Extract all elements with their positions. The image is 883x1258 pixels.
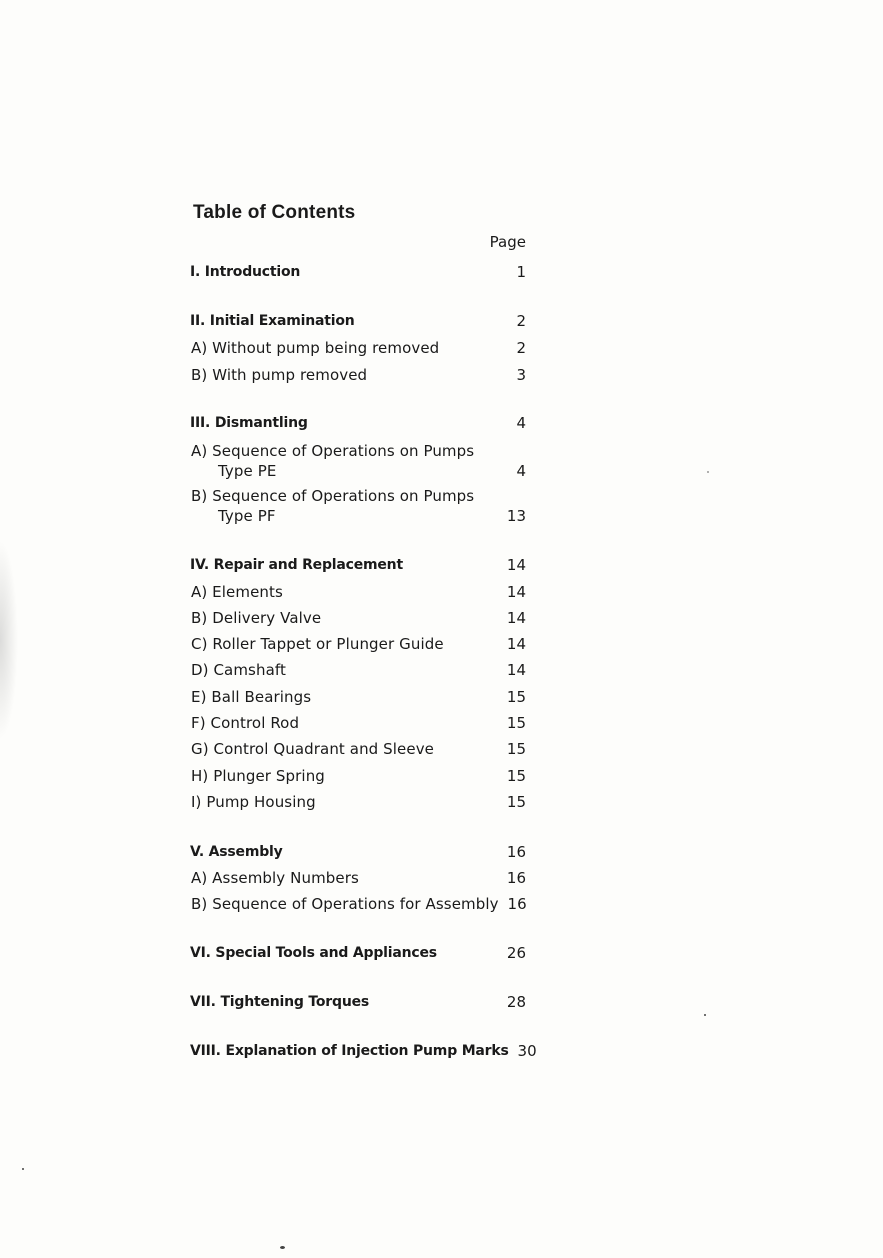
toc-page-number: 4 — [516, 462, 526, 480]
toc-section — [190, 262, 526, 282]
toc-label: B) Sequence of Operations for Assembly — [191, 895, 499, 913]
toc-section — [190, 555, 526, 575]
toc-label-line1: B) Sequence of Operations on Pumps — [191, 487, 475, 505]
toc-label: A) Without pump being removed — [191, 339, 440, 357]
scan-speck — [704, 1014, 706, 1016]
toc-label: A) Elements — [191, 583, 283, 601]
toc-entry — [190, 868, 526, 888]
toc-page-number: 14 — [506, 661, 526, 679]
toc-label: B) Delivery Valve — [191, 609, 322, 627]
toc-label: B) With pump removed — [191, 366, 368, 384]
toc-section — [190, 311, 526, 331]
page-title: Table of Contents — [193, 202, 356, 223]
toc-section — [190, 943, 526, 963]
toc-label: VII. Tightening Torques — [190, 994, 370, 1010]
toc-page-number: 16 — [506, 843, 526, 861]
scan-speck — [22, 1168, 24, 1170]
toc-section — [190, 1041, 537, 1061]
toc-label: III. Dismantling — [190, 415, 308, 431]
toc-page-number: 14 — [506, 583, 526, 601]
toc-page-number: 30 — [517, 1042, 537, 1060]
toc-page-number: 13 — [506, 507, 526, 525]
toc-page-number: 14 — [506, 635, 526, 653]
toc-entry — [190, 739, 526, 759]
toc-label: V. Assembly — [190, 844, 283, 860]
toc-entry — [190, 713, 526, 733]
toc-page-number: 26 — [506, 944, 526, 962]
toc-label-line1: A) Sequence of Operations on Pumps — [191, 442, 475, 460]
toc-label: D) Camshaft — [191, 661, 286, 679]
toc-page-number: 15 — [506, 740, 526, 758]
toc-page-number: 15 — [506, 714, 526, 732]
toc-page-number: 16 — [506, 869, 526, 887]
page-column-header: Page — [489, 233, 526, 251]
toc-section — [190, 413, 526, 433]
toc-page-number: 28 — [506, 993, 526, 1011]
toc-label: VI. Special Tools and Appliances — [190, 945, 437, 961]
toc-entry — [190, 634, 526, 654]
toc-label: E) Ball Bearings — [191, 688, 312, 706]
toc-label: A) Assembly Numbers — [191, 869, 359, 887]
toc-label-line2: Type PF — [218, 507, 276, 525]
toc-page-number: 3 — [516, 366, 526, 384]
toc-label: F) Control Rod — [191, 714, 300, 732]
toc-page-number: 14 — [506, 556, 526, 574]
toc-entry — [190, 766, 526, 786]
toc-page-number: 14 — [506, 609, 526, 627]
toc-label: II. Initial Examination — [190, 313, 355, 329]
toc-section — [190, 842, 526, 862]
toc-label: I. Introduction — [190, 264, 301, 280]
toc-entry — [190, 338, 526, 358]
toc-label: C) Roller Tappet or Plunger Guide — [191, 635, 444, 653]
toc-entry — [190, 608, 526, 628]
toc-page-number: 15 — [506, 767, 526, 785]
toc-entry — [190, 660, 526, 680]
toc-label — [190, 486, 474, 526]
toc-entry — [190, 894, 526, 914]
toc-page-number: 1 — [516, 263, 526, 281]
toc-entry — [190, 792, 526, 812]
toc-page-number: 16 — [507, 895, 527, 913]
toc-label: I) Pump Housing — [191, 793, 316, 811]
toc-entry — [190, 582, 526, 602]
toc-label: VIII. Explanation of Injection Pump Marks — [190, 1043, 509, 1059]
toc-label: H) Plunger Spring — [191, 767, 325, 785]
scan-speck — [707, 471, 709, 473]
toc-label-line2: Type PE — [218, 462, 277, 480]
scan-speck — [280, 1246, 285, 1249]
scan-edge-shadow — [0, 540, 18, 740]
toc-section — [190, 992, 526, 1012]
toc-label: IV. Repair and Replacement — [190, 557, 403, 573]
toc-page-number: 2 — [516, 312, 526, 330]
toc-entry — [190, 441, 526, 481]
toc-entry — [190, 687, 526, 707]
toc-entry — [190, 365, 526, 385]
toc-label — [190, 441, 474, 481]
toc-entry — [190, 486, 526, 526]
toc-label: G) Control Quadrant and Sleeve — [191, 740, 435, 758]
toc-page-number: 15 — [506, 793, 526, 811]
toc-page-number: 15 — [506, 688, 526, 706]
toc-page-number: 4 — [516, 414, 526, 432]
toc-page-number: 2 — [516, 339, 526, 357]
